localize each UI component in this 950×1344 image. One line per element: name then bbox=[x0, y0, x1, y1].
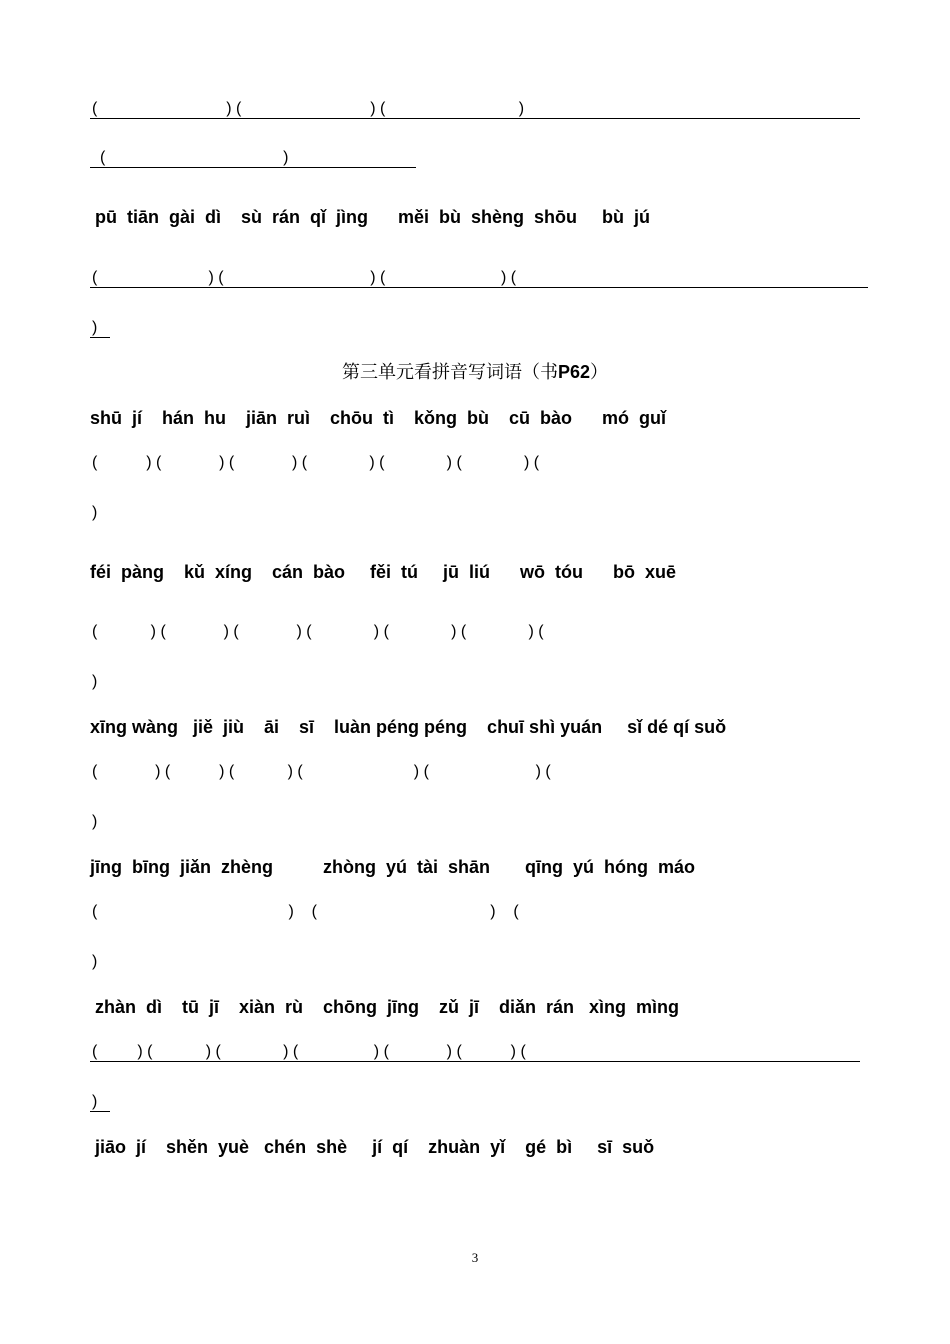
pinyin-row: xīng wàng jiě jiù āi sī luàn péng péng chuī shì yuán sǐ dé qí suǒ bbox=[90, 717, 727, 737]
page-number: 3 bbox=[471, 1250, 479, 1265]
answer-blanks-row: ( ) ( ) ( ) ( ) ( ) ( ) ( bbox=[92, 454, 540, 471]
answer-blanks-row: ) bbox=[92, 1093, 98, 1110]
pinyin-row: jiāo jí shěn yuè chén shè jí qí zhuàn yǐ gé bì sī suǒ bbox=[90, 1137, 655, 1157]
answer-blanks-row: ) bbox=[92, 319, 98, 336]
answer-blanks-row: ( ) ( ) ( ) bbox=[92, 100, 525, 117]
answer-blanks-row: ( ) ( ) ( ) ( ) ( ) ( bbox=[92, 763, 551, 780]
underline bbox=[90, 1111, 110, 1112]
pinyin-row: jīng bīng jiǎn zhèng zhòng yú tài shān qīng yú hóng máo bbox=[90, 857, 696, 877]
answer-blanks-row: ) bbox=[92, 813, 98, 830]
answer-blanks-row: ( ) bbox=[100, 149, 289, 166]
answer-blanks-row: ) bbox=[92, 953, 98, 970]
pinyin-row: zhàn dì tū jī xiàn rù chōng jīng zǔ jī diǎn rán xìng mìng bbox=[90, 997, 680, 1017]
answer-blanks-row: ( ) ( ) ( bbox=[92, 903, 519, 920]
underline bbox=[90, 287, 868, 288]
answer-blanks-row: ) bbox=[92, 504, 98, 521]
answer-blanks-row: ( ) ( ) ( ) ( ) ( ) ( ) ( bbox=[92, 623, 544, 640]
pinyin-row: pū tiān gài dì sù rán qǐ jìng měi bù shèng shōu bù jú bbox=[90, 207, 651, 227]
pinyin-row: féi pàng kǔ xíng cán bào fěi tú jū liú wō tóu bō xuē bbox=[90, 562, 677, 582]
answer-blanks-row: ( ) ( ) ( ) ( ) ( ) ( ) ( bbox=[92, 1043, 526, 1060]
pinyin-row: shū jí hán hu jiān ruì chōu tì kǒng bù cū bào mó guǐ bbox=[90, 408, 667, 428]
section-title: 第三单元看拼音写词语（书P62） bbox=[341, 362, 609, 383]
answer-blanks-row: ( ) ( ) ( ) ( bbox=[92, 269, 517, 286]
underline bbox=[90, 1061, 860, 1062]
underline bbox=[90, 337, 110, 338]
underline bbox=[90, 118, 860, 119]
answer-blanks-row: ) bbox=[92, 673, 98, 690]
underline bbox=[90, 167, 416, 168]
